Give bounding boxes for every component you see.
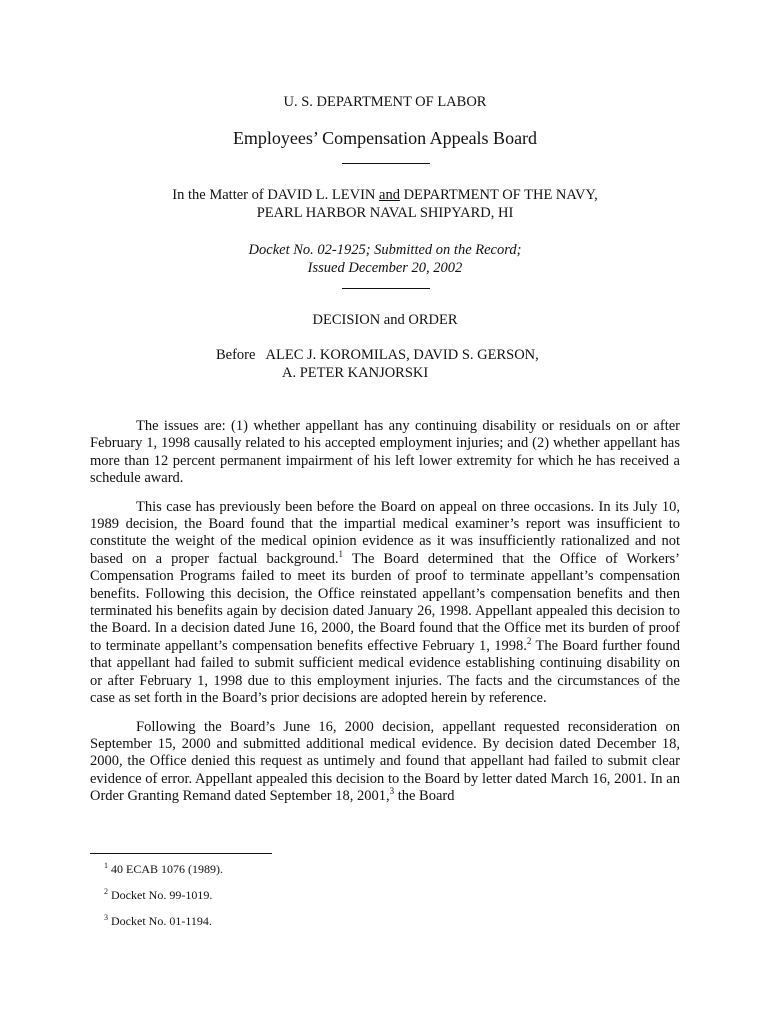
footnote-divider	[90, 853, 272, 854]
panel-judges-2: A. PETER KANJORSKI	[282, 365, 429, 381]
footnote-mark: 1	[104, 861, 108, 870]
agency-name: U. S. DEPARTMENT OF LABOR	[283, 94, 487, 110]
footnote-mark: 3	[104, 913, 108, 922]
footnote-text: Docket No. 01-1194.	[111, 914, 212, 928]
paragraph-history: This case has previously been before the Board on appeal on three occasions. In its July 10, 1989 decision, the Board found that the impartial medical examiner’s report was insufficient to constitute the weight of the medical opinion evidence as it was insufficiently rationalized and not based on a proper factual background.$^1$ The Board determined that the Office of Workers’ Compensation Programs failed to meet its burden of proof to terminate appellant’s compensation benefits. Following this decision, the Office reinstated appellant’s compensation benefits and then terminated his benefits again by decision dated January 26, 1998. Appellant appealed this decision to the Board. In a decision dated June 16, 2000, the Board found that the Office met its burden of proof to terminate appellant’s compensation benefits effective February 1, 1998.$^2$ The Board further found that appellant had failed to submit sufficient medical evidence establishing continuing disability on or after February 1, 1998 due to this employment injuries. The facts and the circumstances of the case as set forth in the Board’s prior decisions are adopted herein by reference.	[90, 498, 680, 707]
docket-line-1: Docket No. 02-1925; Submitted on the Record;	[248, 242, 522, 258]
footnote-1	[104, 862, 223, 877]
panel-label: Before	[216, 347, 256, 363]
footnote-text: 40 ECAB 1076 (1989).	[111, 862, 223, 876]
footnote-text: Docket No. 99-1019.	[111, 888, 213, 902]
header-divider	[342, 163, 430, 164]
paragraph-issues: The issues are: (1) whether appellant has any continuing disability or residuals on or after February 1, 1998 causally related to his accepted employment injuries; and (2) whether appellant has more than 12 percent permanent impairment of his left lower extremity for which he has received a schedule award.	[90, 418, 680, 487]
panel-line-1	[216, 347, 539, 364]
docket-line-2: Issued December 20, 2002	[307, 260, 463, 276]
panel-judges-1: ALEC J. KOROMILAS, DAVID S. GERSON,	[265, 347, 539, 363]
footnote-2	[104, 888, 212, 903]
footnote-ref-1: 1	[338, 548, 344, 559]
decision-body	[90, 418, 680, 817]
footnote-mark: 2	[104, 887, 108, 896]
docket-divider	[342, 288, 430, 289]
paragraph-reconsideration: Following the Board’s June 16, 2000 decision, appellant requested reconsideration on September 15, 2000 and submitted additional medical evidence. By decision dated December 18, 2000, the Office denied this request as untimely and found that appellant had failed to submit clear evidence of error. Appellant appealed this decision to the Board by letter dated March 16, 2001. In an Order Granting Remand dated September 18, 2001,$^3$ the Board	[90, 718, 680, 805]
footnote-3	[104, 914, 212, 929]
footnote-ref-2: 2	[526, 635, 532, 646]
footnote-ref-3: 3	[389, 786, 395, 797]
matter-and: and	[379, 187, 400, 203]
matter-prefix: In the Matter of DAVID L. LEVIN	[172, 187, 376, 203]
decision-title: DECISION and ORDER	[312, 312, 458, 328]
case-location: PEARL HARBOR NAVAL SHIPYARD, HI	[256, 205, 514, 221]
matter-suffix: DEPARTMENT OF THE NAVY,	[403, 187, 598, 203]
board-name: Employees’ Compensation Appeals Board	[232, 128, 538, 148]
case-parties	[0, 186, 770, 204]
